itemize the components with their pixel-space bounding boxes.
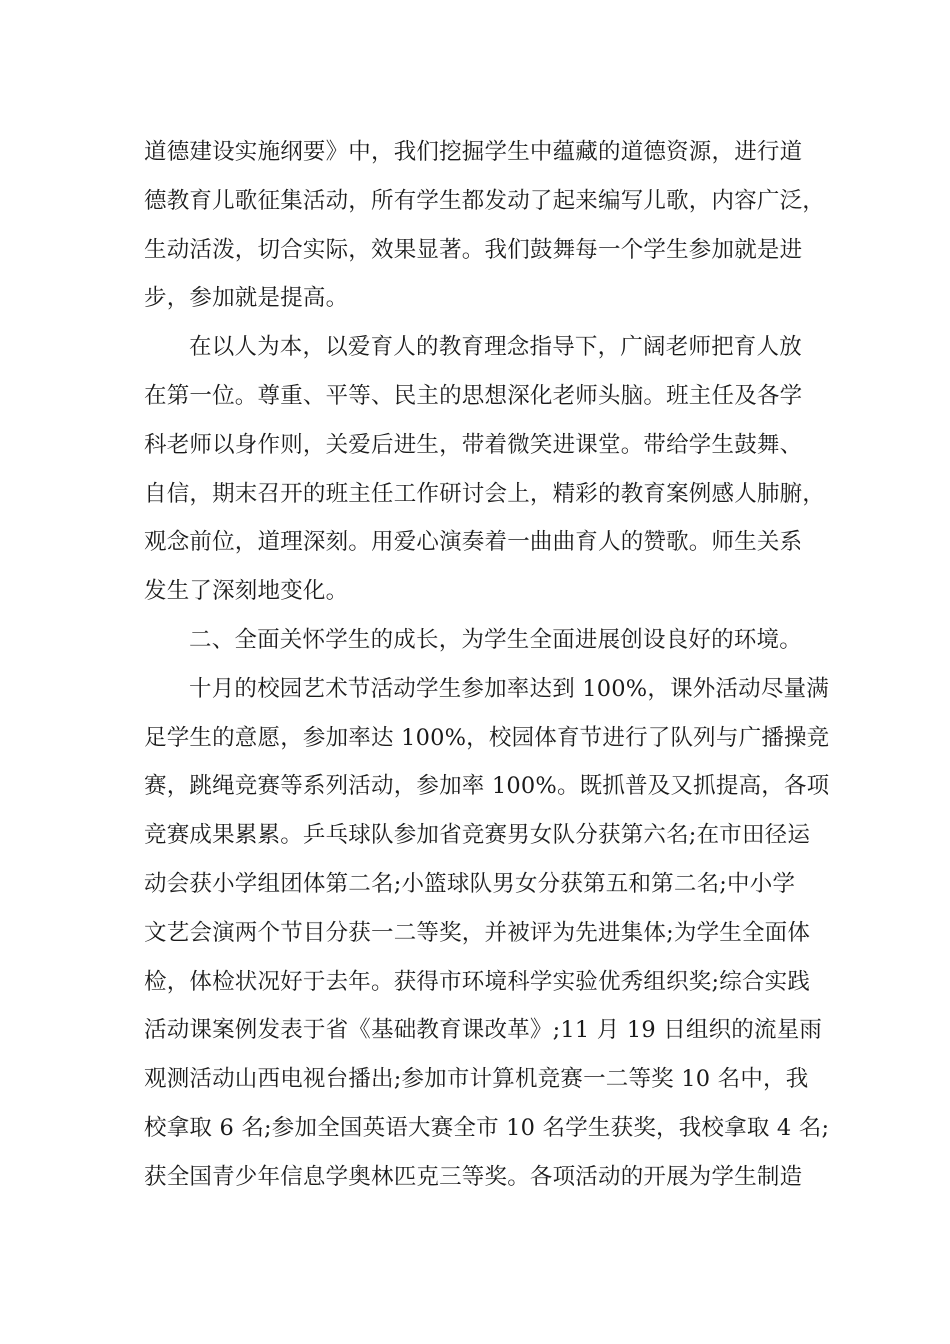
text-line: 发生了深刻地变化。 [144, 578, 349, 605]
text-line: 足学生的意愿，参加率达 100%，校园体育节进行了队列与广播操竞 [144, 724, 830, 751]
text-line: 赛，跳绳竞赛等系列活动，参加率 100%。既抓普及又抓提高，各项 [144, 773, 830, 800]
body-text [144, 128, 830, 1202]
text-line: 观测活动山西电视台播出;参加市计算机竞赛一二等奖 10 名中，我 [144, 1066, 809, 1093]
text-line: 观念前位，道理深刻。用爱心演奏着一曲曲育人的赞歌。师生关系 [144, 529, 803, 556]
text-line: 校拿取 6 名;参加全国英语大赛全市 10 名学生获奖，我校拿取 4 名; [144, 1114, 830, 1141]
text-line: 活动课案例发表于省《基础教育课改革》;11 月 19 日组织的流星雨 [144, 1017, 823, 1044]
text-line: 十月的校园艺术节活动学生参加率达到 100%，课外活动尽量满 [189, 675, 829, 702]
text-line: 竞赛成果累累。乒乓球队参加省竞赛男女队分获第六名;在市田径运 [144, 822, 811, 849]
text-line: 德教育儿歌征集活动，所有学生都发动了起来编写儿歌，内容广泛， [144, 187, 826, 214]
text-line: 生动活泼，切合实际，效果显著。我们鼓舞每一个学生参加就是进 [144, 236, 803, 263]
text-line: 自信，期末召开的班主任工作研讨会上，精彩的教育案例感人肺腑， [144, 480, 826, 507]
text-line: 文艺会演两个节目分获一二等奖，并被评为先进集体;为学生全面体 [144, 919, 811, 946]
text-line: 在以人为本，以爱育人的教育理念指导下，广阔老师把育人放 [189, 334, 802, 361]
text-line: 获全国青少年信息学奥林匹克三等奖。各项活动的开展为学生制造 [144, 1163, 803, 1190]
text-line: 检，体检状况好于去年。获得市环境科学实验优秀组织奖;综合实践 [144, 968, 811, 995]
text-line: 科老师以身作则，关爱后进生，带着微笑进课堂。带给学生鼓舞、 [144, 431, 803, 458]
text-line: 二、全面关怀学生的成长，为学生全面进展创设良好的环境。 [189, 626, 802, 653]
text-line: 动会获小学组团体第二名;小篮球队男女分获第五和第二名;中小学 [144, 870, 796, 897]
text-line: 步，参加就是提高。 [144, 285, 349, 312]
text-line: 在第一位。尊重、平等、民主的思想深化老师头脑。班主任及各学 [144, 382, 803, 409]
text-line: 道德建设实施纲要》中，我们挖掘学生中蕴藏的道德资源，进行道 [144, 139, 803, 165]
